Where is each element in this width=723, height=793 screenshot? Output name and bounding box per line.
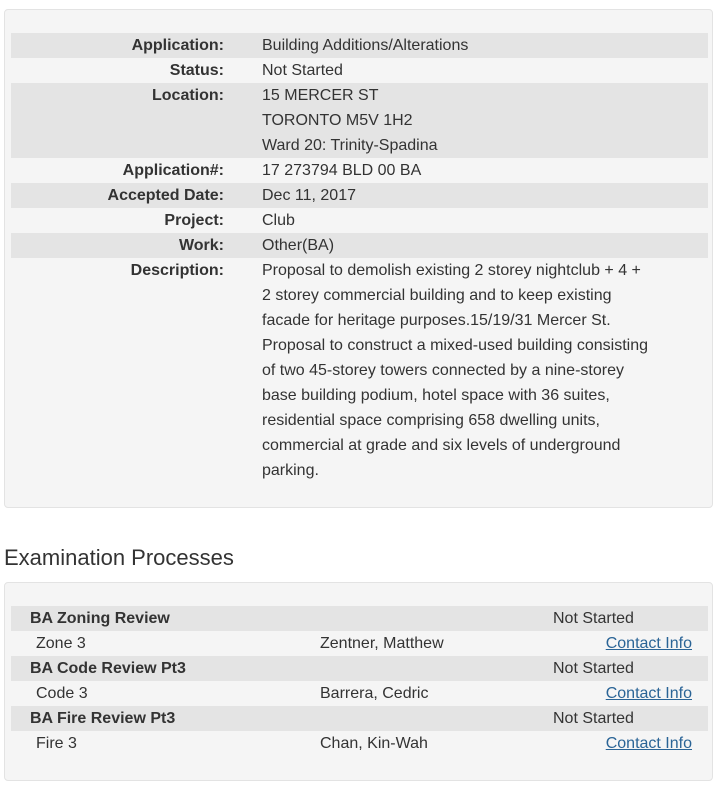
process-examiner: Chan, Kin-Wah	[320, 735, 428, 752]
detail-row-application-number	[11, 158, 708, 183]
application-value: Building Additions/Alterations	[262, 37, 469, 54]
process-sub-name: Fire 3	[36, 735, 77, 752]
description-line: facade for heritage purposes.15/19/31 Mercer St.	[262, 312, 611, 329]
detail-row-description	[11, 258, 708, 483]
description-line: Proposal to demolish existing 2 storey nightclub + 4 +	[262, 262, 641, 279]
process-header-row	[11, 656, 708, 681]
description-line: Proposal to construct a mixed-used building consisting	[262, 337, 648, 354]
process-sub-name: Zone 3	[36, 635, 86, 652]
process-detail-row	[11, 731, 708, 756]
detail-row-application	[11, 33, 708, 58]
process-name: BA Code Review Pt3	[30, 660, 186, 677]
work-value: Other(BA)	[262, 237, 335, 254]
detail-row-status	[11, 58, 708, 83]
accepted-date-value: Dec 11, 2017	[262, 187, 356, 204]
process-name: BA Fire Review Pt3	[30, 710, 176, 727]
process-status: Not Started	[553, 660, 634, 677]
contact-info-link[interactable]: Contact Info	[605, 735, 692, 752]
process-examiner: Zentner, Matthew	[320, 635, 444, 652]
process-name: BA Zoning Review	[30, 610, 170, 627]
description-line: of two 45-storey towers connected by a nine-storey	[262, 362, 624, 379]
process-status: Not Started	[553, 610, 634, 627]
process-examiner-empty	[320, 606, 553, 631]
project-label: Project:	[164, 212, 224, 229]
description-line: residential space comprising 658 dwelling units,	[262, 412, 600, 429]
location-street: 15 MERCER ST	[262, 87, 379, 104]
contact-info-link[interactable]: Contact Info	[605, 635, 692, 652]
description-line: commercial at grade and six levels of underground	[262, 437, 621, 454]
location-ward: Ward 20: Trinity-Spadina	[262, 137, 438, 154]
process-detail-row	[11, 681, 708, 706]
process-contact-cell	[553, 681, 708, 706]
process-sub-name: Code 3	[36, 685, 88, 702]
detail-row-location	[11, 83, 708, 158]
status-value: Not Started	[262, 62, 343, 79]
description-line: 2 storey commercial building and to keep existing	[262, 287, 612, 304]
project-value: Club	[262, 212, 295, 229]
application-number-label: Application#:	[122, 162, 224, 179]
examination-processes-panel	[4, 582, 713, 781]
application-details-panel	[4, 9, 713, 508]
process-header-row	[11, 606, 708, 631]
process-examiner-empty	[320, 706, 553, 731]
work-label: Work:	[178, 237, 224, 254]
accepted-date-label: Accepted Date:	[107, 187, 224, 204]
process-examiner-empty	[320, 656, 553, 681]
location-label: Location:	[152, 87, 224, 104]
description-line: base building podium, hotel space with 36 suites,	[262, 387, 610, 404]
status-label: Status:	[169, 62, 224, 79]
process-header-row	[11, 706, 708, 731]
location-city: TORONTO M5V 1H2	[262, 112, 413, 129]
description-line: parking.	[262, 462, 319, 479]
detail-row-accepted-date	[11, 183, 708, 208]
description-value	[224, 258, 708, 483]
application-details-table	[11, 33, 708, 483]
detail-row-work	[11, 233, 708, 258]
examination-processes-table	[11, 606, 708, 756]
examination-processes-heading: Examination Processes	[4, 545, 234, 570]
process-detail-row	[11, 631, 708, 656]
process-status: Not Started	[553, 710, 634, 727]
description-label: Description:	[130, 262, 224, 279]
process-examiner: Barrera, Cedric	[320, 685, 429, 702]
location-value	[224, 83, 708, 158]
application-number-value: 17 273794 BLD 00 BA	[262, 162, 422, 179]
contact-info-link[interactable]: Contact Info	[605, 685, 692, 702]
application-label: Application:	[131, 37, 224, 54]
process-contact-cell	[553, 631, 708, 656]
detail-row-project	[11, 208, 708, 233]
process-contact-cell	[553, 731, 708, 756]
